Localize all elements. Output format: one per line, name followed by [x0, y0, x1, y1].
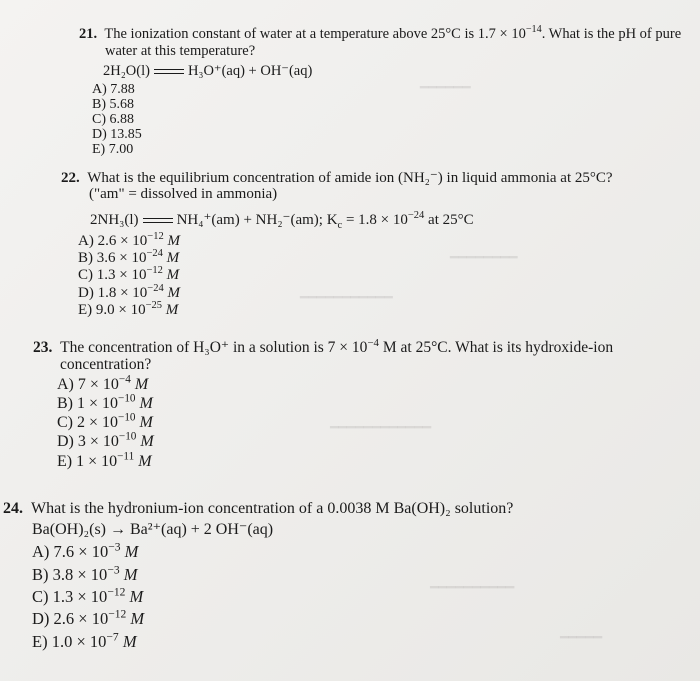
choice-label: E) 1.0 × 10	[32, 632, 107, 651]
choice-label: A) 2.6 × 10	[78, 233, 148, 249]
question-23-line-2	[60, 356, 151, 374]
question-23-text-b: M at 25°C. What is its hydroxide-ion	[378, 339, 614, 356]
choice-unit: M	[125, 587, 144, 606]
question-23-choice-e[interactable]	[57, 450, 152, 471]
question-24-choice-a[interactable]	[32, 542, 138, 562]
question-22-choice-c[interactable]	[78, 267, 179, 284]
question-24-line-1	[3, 500, 513, 518]
bleed-mark: ━━━━━━	[420, 81, 471, 96]
choice-unit: M	[135, 395, 153, 412]
choice-exponent: −7	[106, 631, 119, 644]
choice-label: E) 1 × 10	[57, 453, 118, 470]
choice-exponent: −12	[108, 608, 127, 621]
choice-label: D) 1.8 × 10	[78, 285, 148, 301]
question-22-line-2	[89, 186, 277, 203]
bleed-mark: ━━━━━━━━━━━━	[330, 421, 432, 436]
choice-label: C) 2 × 10	[57, 414, 119, 431]
choice-label: B) 3.8 × 10	[32, 565, 108, 584]
question-21-equation	[103, 63, 312, 80]
question-21-choice-b[interactable]: B) 5.68	[92, 97, 134, 112]
question-23-choice-c[interactable]	[57, 411, 153, 432]
choice-unit: M	[134, 453, 152, 470]
equilibrium-arrow-icon	[143, 216, 173, 226]
question-21-exponent: −14	[525, 24, 542, 36]
choice-unit: M	[163, 285, 180, 301]
question-21-line-2	[105, 43, 255, 60]
question-21-eq-right: H₃O⁺(aq) + OH⁻(aq)	[187, 63, 313, 79]
choice-label: A) 7.6 × 10	[32, 542, 109, 561]
question-23-choice-b[interactable]	[57, 392, 153, 413]
question-22-eq-temp: at 25°C	[424, 212, 474, 228]
question-22-k-exponent: −24	[407, 210, 425, 221]
question-21-text-b: . What is the pH of pure	[541, 26, 682, 42]
choice-label: B) 3.6 × 10	[78, 250, 147, 266]
bleed-mark: ━━━━━━━━━━	[430, 581, 515, 596]
choice-exponent: −10	[118, 430, 137, 443]
question-23-choice-d[interactable]	[57, 430, 154, 451]
question-22-text-1: What is the equilibrium concentration of amide ion (NH₂⁻) in liquid ammonia at 25°C?	[87, 170, 613, 186]
choice-label: A) 7 × 10	[57, 376, 119, 393]
choice-exponent: −10	[118, 392, 136, 405]
question-22-choice-e[interactable]	[78, 302, 178, 319]
equilibrium-arrow-icon	[154, 67, 184, 77]
question-24-equation: Ba(OH)₂(s) → Ba²⁺(aq) + 2 OH⁻(aq)	[32, 521, 274, 538]
choice-label: C) 1.3 × 10	[32, 587, 108, 606]
choice-label: D) 2.6 × 10	[32, 609, 109, 628]
choice-exponent: −10	[118, 411, 136, 424]
question-24-choice-b[interactable]	[32, 565, 137, 585]
choice-unit: M	[162, 302, 179, 318]
question-21-choice-d[interactable]: D) 13.85	[92, 127, 142, 142]
question-24-text-1: What is the hydronium-ion concentration of a 0.0038 M Ba(OH)₂ solution?	[31, 500, 514, 517]
bleed-mark: ━━━━━━━━━━━	[300, 291, 393, 306]
bleed-mark: ━━━━━━━━	[450, 251, 518, 266]
choice-exponent: −3	[107, 564, 120, 577]
question-21-line-1	[79, 26, 681, 43]
question-22-text-2: ("am" = dissolved in ammonia)	[89, 186, 278, 202]
choice-unit: M	[136, 433, 154, 450]
question-23-line-1	[33, 338, 613, 357]
question-22-k-value: = 1.8 × 10	[342, 212, 408, 228]
choice-unit: M	[162, 250, 180, 266]
choice-unit: M	[119, 565, 138, 584]
question-24-choice-d[interactable]	[32, 609, 144, 629]
question-22-line-1	[61, 168, 613, 187]
question-22-choice-b[interactable]	[78, 250, 179, 267]
question-22-eq-right: NH₄⁺(am) + NH₂⁻(am); K	[176, 212, 338, 228]
choice-exponent: −12	[146, 265, 163, 276]
choice-unit: M	[163, 233, 180, 249]
bleed-mark: ━━━━━	[560, 631, 603, 646]
question-21-text-2: water at this temperature?	[105, 43, 256, 59]
choice-exponent: −3	[108, 541, 121, 554]
choice-label: B) 1 × 10	[57, 395, 119, 412]
choice-label: C) 1.3 × 10	[78, 267, 147, 283]
choice-unit: M	[118, 632, 137, 651]
question-22-eq-left: 2NH₃(l)	[90, 212, 139, 228]
question-22-choice-a[interactable]	[78, 233, 180, 250]
choice-exponent: −12	[107, 586, 126, 599]
choice-unit: M	[126, 609, 145, 628]
question-24-choice-e[interactable]	[32, 632, 137, 652]
question-24-choice-c[interactable]	[32, 587, 143, 607]
question-21-choice-c[interactable]: C) 6.88	[92, 112, 134, 127]
choice-exponent: −12	[147, 231, 164, 242]
choice-label: D) 3 × 10	[57, 433, 119, 450]
choice-exponent: −4	[118, 373, 131, 386]
question-23-exponent: −4	[367, 336, 379, 349]
question-23-text-a: The concentration of H₃O⁺ in a solution is 7 × 10	[60, 339, 368, 356]
choice-exponent: −24	[146, 248, 163, 259]
choice-unit: M	[130, 376, 149, 393]
question-23-number: 23.	[33, 339, 53, 356]
choice-unit: M	[135, 414, 153, 431]
question-21-choice-e[interactable]: E) 7.00	[92, 142, 134, 157]
choice-exponent: −24	[147, 283, 164, 294]
question-22-number: 22.	[61, 170, 80, 186]
choice-unit: M	[162, 267, 180, 283]
choice-exponent: −25	[145, 300, 163, 311]
question-24-number: 24.	[3, 500, 23, 517]
question-21-number: 21.	[79, 26, 98, 42]
choice-label: E) 9.0 × 10	[78, 302, 146, 318]
question-21-eq-left: 2H₂O(l)	[103, 63, 150, 79]
question-21-text-a: The ionization constant of water at a temperature above 25°C is 1.7 × 10	[104, 26, 526, 42]
question-22-k-subscript: c	[337, 220, 343, 231]
choice-exponent: −11	[117, 450, 135, 463]
question-23-choice-a[interactable]	[57, 373, 149, 394]
question-22-equation	[90, 210, 474, 229]
choice-unit: M	[120, 542, 139, 561]
question-21-choice-a[interactable]: A) 7.88	[92, 82, 135, 97]
question-22-choice-d[interactable]	[78, 285, 180, 302]
question-23-text-2: concentration?	[60, 356, 152, 373]
